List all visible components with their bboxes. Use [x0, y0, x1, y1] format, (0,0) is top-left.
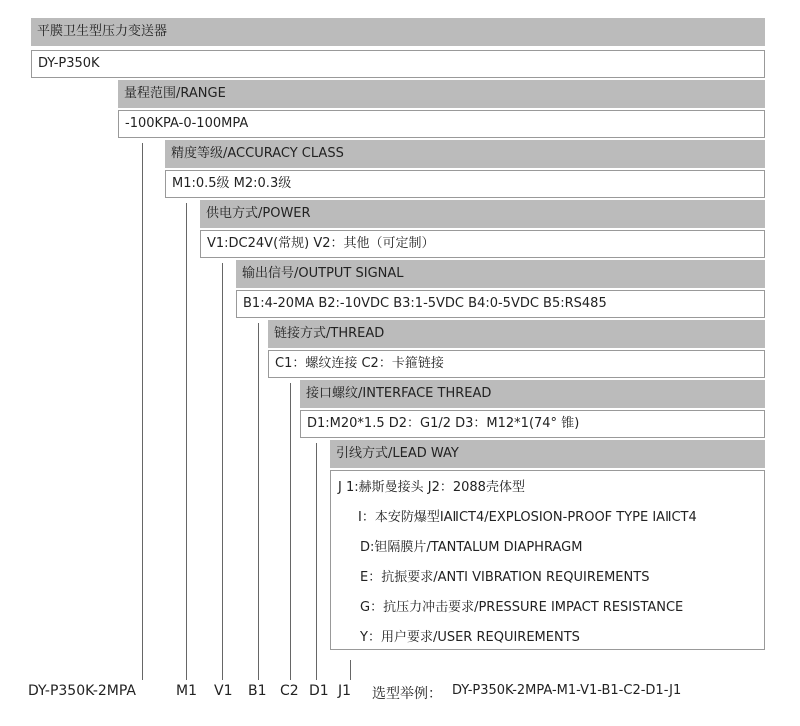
interface-header: 接口螺纹/INTERFACE THREAD — [300, 380, 765, 408]
range-value: -100KPA-0-100MPA — [118, 110, 765, 138]
example-label: 选型举例： — [372, 686, 442, 702]
connector-line-v — [222, 263, 223, 680]
accuracy-value: M1:0.5级 M2:0.3级 — [165, 170, 765, 198]
connector-line-c — [290, 383, 291, 680]
thread-header: 链接方式/THREAD — [268, 320, 765, 348]
thread-value: C1：螺纹连接 C2：卡箍链接 — [268, 350, 765, 378]
code-j: J1 — [338, 683, 352, 699]
output-value: B1:4-20MA B2:-10VDC B3:1-5VDC B4:0-5VDC B5:RS485 — [236, 290, 765, 318]
code-b: B1 — [248, 683, 267, 699]
product-title: 平膜卫生型压力变送器 — [31, 18, 765, 46]
lead-option-j: J 1:赫斯曼接头 J2：2088壳体型 — [338, 480, 525, 495]
code-c: C2 — [280, 683, 299, 699]
connector-line-j — [350, 660, 351, 680]
code-d: D1 — [309, 683, 329, 699]
power-header: 供电方式/POWER — [200, 200, 765, 228]
range-header: 量程范围/RANGE — [118, 80, 765, 108]
connector-line-m — [186, 203, 187, 680]
code-base: DY-P350K-2MPA — [28, 683, 136, 699]
lead-option-i: I：本安防爆型IAⅡCT4/EXPLOSION-PROOF TYPE IAⅡCT4 — [358, 510, 697, 525]
model-value: DY-P350K — [31, 50, 765, 78]
lead-option-g: G：抗压力冲击要求/PRESSURE IMPACT RESISTANCE — [360, 600, 684, 615]
connector-line-b — [258, 323, 259, 680]
power-value: V1:DC24V(常规) V2：其他（可定制） — [200, 230, 765, 258]
example-code: DY-P350K-2MPA-M1-V1-B1-C2-D1-J1 — [452, 683, 682, 698]
lead-header: 引线方式/LEAD WAY — [330, 440, 765, 468]
lead-option-e: E：抗振要求/ANTI VIBRATION REQUIREMENTS — [360, 570, 650, 585]
lead-options-box — [330, 470, 765, 650]
lead-option-d: D:钽隔膜片/TANTALUM DIAPHRAGM — [360, 540, 583, 555]
connector-line-d — [316, 443, 317, 680]
lead-option-y: Y：用户要求/USER REQUIREMENTS — [360, 630, 580, 645]
connector-line-base — [142, 143, 143, 680]
accuracy-header: 精度等级/ACCURACY CLASS — [165, 140, 765, 168]
interface-value: D1:M20*1.5 D2：G1/2 D3：M12*1(74° 锥) — [300, 410, 765, 438]
code-m: M1 — [176, 683, 197, 699]
output-header: 输出信号/OUTPUT SIGNAL — [236, 260, 765, 288]
code-v: V1 — [214, 683, 233, 699]
